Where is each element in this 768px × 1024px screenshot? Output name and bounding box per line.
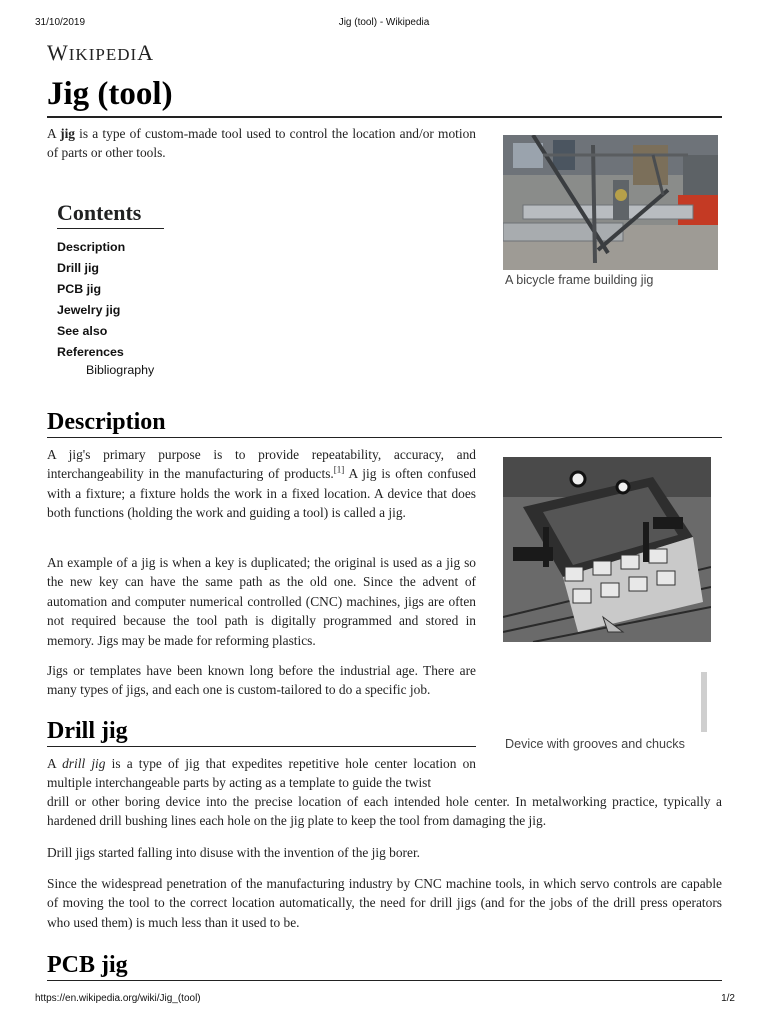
lead-bold-term: jig — [60, 126, 75, 141]
drill-jig-heading: Drill jig — [47, 716, 476, 747]
drill-jig-paragraph-1b: drill or other boring device into the precise location of each intended hole center. In metalworking practice, typically a hardened drill bushing lines each hole on the jig plate to keep the tool from damaging the jig. — [47, 794, 722, 829]
bicycle-jig-image[interactable] — [503, 135, 718, 270]
drill-jig-term: drill jig — [62, 756, 106, 771]
toc-subitem-bibliography[interactable]: Bibliography — [86, 363, 155, 377]
print-page-number: 1/2 — [721, 993, 735, 1004]
print-title: Jig (tool) - Wikipedia — [338, 17, 430, 28]
device-image[interactable] — [503, 457, 711, 735]
device-photo — [503, 457, 711, 735]
description-paragraph-1: A jig's primary purpose is to provide repeatability, accuracy, and interchangeability in the manufacturing of products.[1] A jig is often confused with a fixture; a fixture holds the work in a fixed location. A device that does both functions (holding the work and guiding a tool) is called a jig. — [47, 447, 476, 521]
description-paragraph-2: An example of a jig is when a key is duplicated; the original is used as a jig so the new key can have the same path as the old one. Since the advent of automation and computer numerical controlled (CNC) machines, jigs are often not required because the tool path is digitally programmed and stored in memory. Jigs may be made for reforming plastics. — [47, 555, 476, 648]
table-of-contents — [57, 200, 164, 379]
wikipedia-wordmark[interactable]: WIKIPEDIA — [47, 40, 155, 65]
pcb-jig-heading: PCB jig — [47, 950, 722, 981]
toc-title: Contents — [57, 200, 164, 229]
toc-item-references[interactable]: References — [57, 345, 124, 359]
device-caption: Device with grooves and chucks — [505, 737, 685, 751]
device-figure — [503, 457, 711, 757]
bicycle-jig-caption: A bicycle frame building jig — [505, 273, 654, 287]
bicycle-jig-photo — [503, 135, 718, 270]
print-date: 31/10/2019 — [35, 17, 86, 28]
citation-1[interactable]: [1] — [333, 464, 345, 475]
toc-item-see-also[interactable]: See also — [57, 324, 108, 338]
toc-item-pcb-jig[interactable]: PCB jig — [57, 282, 102, 296]
drill-jig-paragraph-3: Since the widespread penetration of the manufacturing industry by CNC machine tools, in which servo controls are capable of moving the tool to the correct location automatically, the need for drill jigs (and for the jobs of the drill press operators who used them) is much less than it used to be. — [47, 876, 722, 930]
description-paragraph-3: Jigs or templates have been known long before the industrial age. There are many types of jigs, and each one is custom-tailored to do a specific job. — [47, 663, 476, 698]
description-heading: Description — [47, 407, 722, 438]
drill-jig-paragraph-2: Drill jigs started falling into disuse with the invention of the jig borer. — [47, 845, 421, 860]
drill-jig-paragraph-1a: A drill jig is a type of jig that expedites repetitive hole center location on multiple interchangeable parts by acting as a template to guide the twist — [47, 756, 476, 791]
toc-item-jewelry-jig[interactable]: Jewelry jig — [57, 303, 121, 317]
print-url[interactable]: https://en.wikipedia.org/wiki/Jig_(tool) — [35, 993, 201, 1004]
page-title: Jig (tool) — [47, 74, 722, 118]
toc-item-description[interactable]: Description — [57, 240, 126, 254]
bicycle-jig-figure — [503, 135, 718, 295]
toc-item-drill-jig[interactable]: Drill jig — [57, 261, 99, 275]
lead-paragraph: A jig is a type of custom-made tool used to control the location and/or motion of parts or other tools. — [47, 126, 477, 161]
